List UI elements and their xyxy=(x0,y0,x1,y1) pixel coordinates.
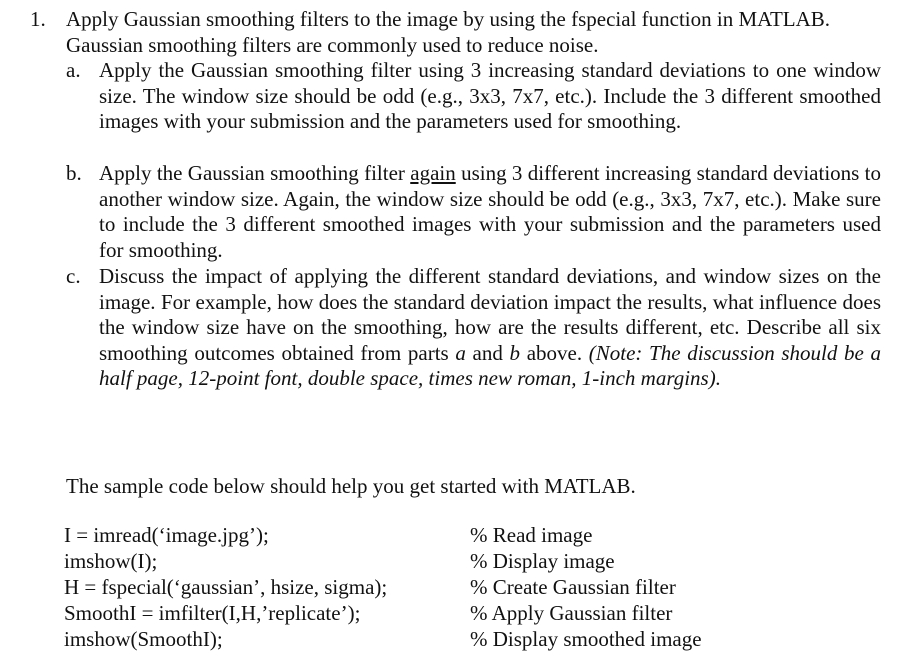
part-a-letter: a. xyxy=(66,58,81,82)
part-c-text-before: Discuss the impact of applying the different standard deviations, and window sizes on the image. For example, how does the standard deviation impact the results, what influence does the window size have on the smoothing, how are the results different, etc. Describe all six smoothing outcomes obtained from parts xyxy=(99,264,881,365)
part-c-note: (Note: The discussion should be a half page, 12-point font, double space, times new roman, 1-inch margins). xyxy=(99,340,882,391)
part-c-italic-a: a xyxy=(455,340,466,365)
part-c xyxy=(66,264,881,392)
part-b-letter: b. xyxy=(66,161,82,185)
code-statement: SmoothI = imfilter(I,H,’replicate’); xyxy=(64,601,361,625)
part-b-text xyxy=(99,161,881,263)
code-comment: % Create Gaussian filter xyxy=(470,575,676,599)
part-c-text xyxy=(99,264,881,392)
part-b-underlined-again: again xyxy=(410,161,456,185)
code-line xyxy=(64,522,824,548)
code-comment: % Read image xyxy=(470,523,593,547)
part-c-italic-b: b xyxy=(509,340,521,365)
part-a xyxy=(66,58,881,135)
code-comment: % Display image xyxy=(470,549,615,573)
code-line xyxy=(64,626,824,652)
code-line xyxy=(64,600,824,626)
question-number: 1. xyxy=(30,7,46,31)
code-comment: % Display smoothed image xyxy=(470,627,702,651)
code-line xyxy=(64,548,824,574)
part-b-text-before: Apply the Gaussian smoothing filter xyxy=(99,161,405,185)
part-b xyxy=(66,161,881,263)
code-statement: imshow(I); xyxy=(64,549,158,573)
question-intro-line-1: Apply Gaussian smoothing filters to the image by using the fspecial function in MATLAB. xyxy=(66,7,831,31)
part-c-letter: c. xyxy=(66,264,81,288)
part-b-text-after: using 3 different increasing standard deviations to another window size. Again, the window size should be odd (e.g., 3x3, 7x7, etc.). Make sure to include the 3 different smoothed images with your submission and the parameters used for smoothing. xyxy=(99,161,882,262)
code-statement: imshow(SmoothI); xyxy=(64,627,223,651)
question-intro xyxy=(66,6,881,58)
part-c-text-and: and xyxy=(472,340,503,365)
code-comment: % Apply Gaussian filter xyxy=(470,601,673,625)
sample-code-intro: The sample code below should help you get started with MATLAB. xyxy=(66,474,636,498)
code-block xyxy=(64,522,824,652)
question-intro-line-2: Gaussian smoothing filters are commonly used to reduce noise. xyxy=(66,33,599,57)
part-a-text: Apply the Gaussian smoothing filter using 3 increasing standard deviations to one window size. The window size should be odd (e.g., 3x3, 7x7, etc.). Include the 3 different smoothed images with your submission and the parameters used for smoothing. xyxy=(99,58,881,134)
code-statement: I = imread(‘image.jpg’); xyxy=(64,523,269,547)
part-c-text-above: above. xyxy=(526,340,583,365)
code-line xyxy=(64,574,824,600)
code-statement: H = fspecial(‘gaussian’, hsize, sigma); xyxy=(64,575,388,599)
